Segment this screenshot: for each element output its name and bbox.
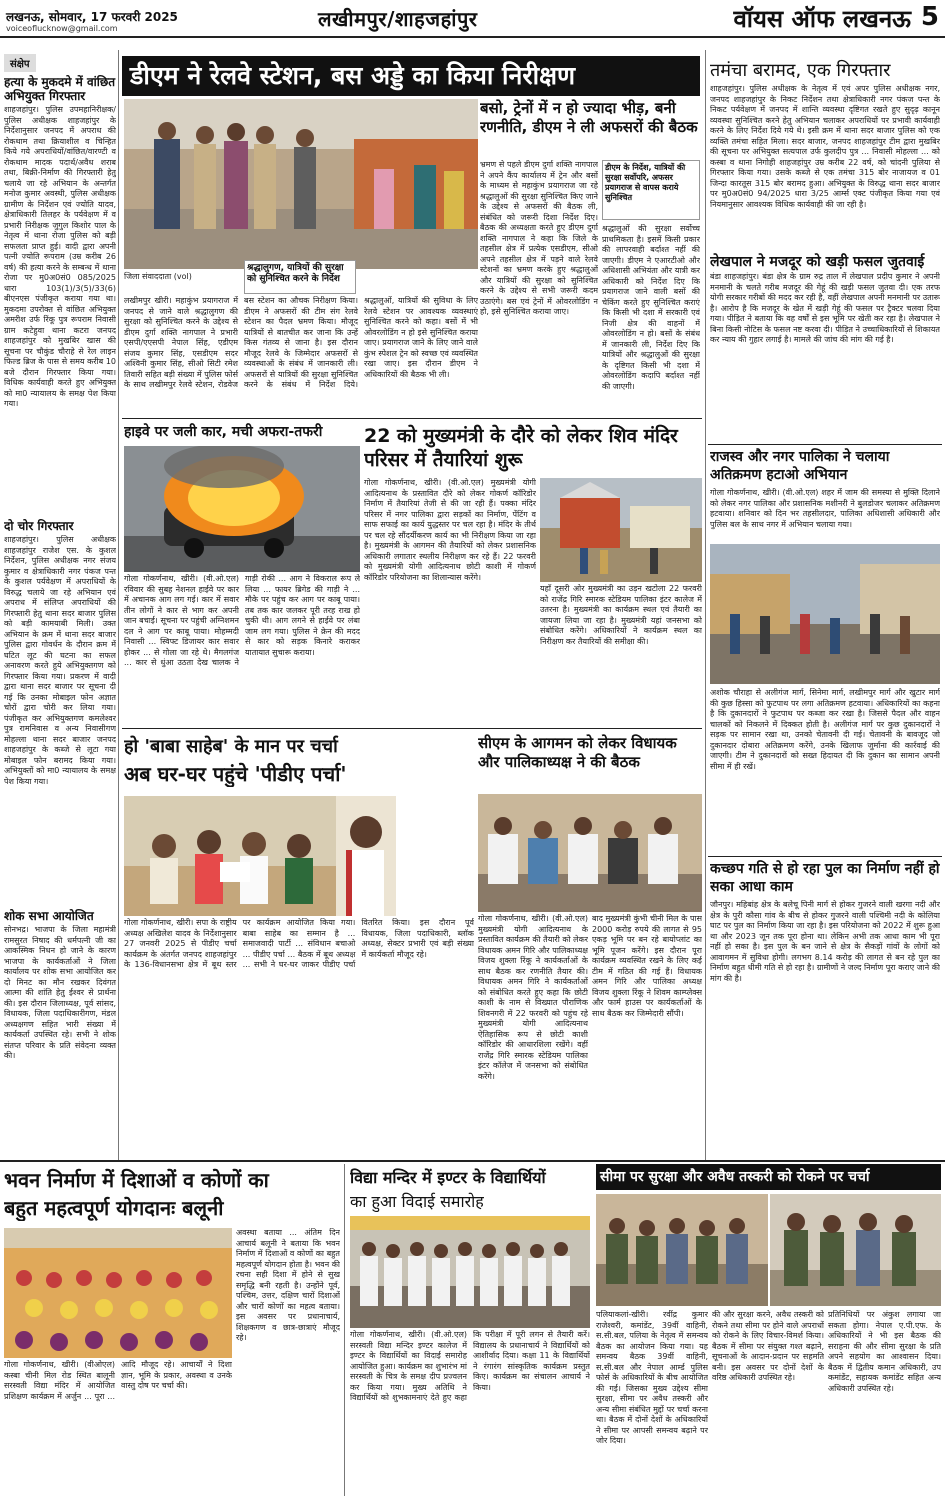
newspaper-brand: वॉयस ऑफ लखनऊ [733,4,911,33]
brief-headline-3: शोक सभा आयोजित [4,909,94,923]
seema-headline: सीमा पर सुरक्षा और अवैध तस्करी को रोकने पर चर्चा [600,1169,870,1185]
lead-headline-box [122,56,700,96]
temple-headline: 22 को मुख्यमंत्री के दौरे को लेकर शिव मंदिर परिसर में तैयारियां शुरू [364,425,678,471]
seema-body-2: की और सुरक्षा करने, अवैध तस्करी को रोकने तथा सीमा पर होने वाले अपराधों को रोकने के लिए विचार-विमर्श किया। बैठक में सीमा पर संयुक्त गश्त बढ़ाने, सूचनाओं के आदान-प्रदान पर सहमति बनी। इस अवसर पर दोनों देशों के वरिष्ठ अधिकारी उपस्थित रहे। [712,1310,824,1382]
lead-body: लखीमपुर खीरी। महाकुंभ प्रयागराज में जनपद से जाने वाले श्रद्धालुगण की सुरक्षा को सुनिश्चित करने के उद्देश्य से डीएम दुर्गा शक्ति नागपाल ने प्रभारी एसपी/एएसपी नेपाल सिंह, एडीएम संजय कुमार सिंह, एसडीएम सदर अश्विनी कुमार सिंह, सीओ सिटी रमेश तिवारी सहित बड़ी संख्या में पुलिस फोर्स के साथ लखीमपुर रेलवे स्टेशन, रोडवेज बस स्टेशन का औचक निरीक्षण किया। डीएम ने अफसरों की टीम संग रेलवे स्टेशन का पैदल भ्रमण किया। मौजूद यात्रियों से बातचीत कर जाना कि उन्हें किस गंतव्य से जाना है। इस दौरान मौजूद रेलवे के जिम्मेदार अफसरों से व्यवस्थाओं के संबंध में जानकारी ली। अफसरों से यात्रियों की सुरक्षा सुनिश्चित करने के संबंध में निर्देश दिये। श्रद्धालुओं, यात्रियों की सुविधा के लिए रेलवे स्टेशन पर आवश्यक व्यवस्थाएं सुनिश्चित करने को कहा। बसों में भी ओवरलोडिंग न हो इसे सुनिश्चित कराया जाए। प्रयागराज जाने के लिए जाने वाले कुंभ स्पेशल ट्रेन को स्वच्छ एवं व्यवस्थित रखा जाए। इस दौरान डीएम ने अधिकारियों की बैठक भी ली। [124,296,478,389]
atikraman-body: गोला गोकर्णनाथ, खीरी। (वी.ओ.एल) शहर में जाम की समस्या से मुक्ति दिलाने को लेकर नगर पालिका और प्रशासनिक मशीनरी ने बुलडोजर चलाकर अतिक्रमण हटवाया। शनिवार को दिन भर तहसीलदार, पालिका अधिशासी अधिकारी और पुलिस बल के साथ नगर में अभियान चलाया गया। [710,488,940,529]
seema-body-3: प्रतिनिधियों पर अंकुश लगाया जा सकता होगा। नेपाल ए.पी.एफ. के अधिकारियों ने भी इस बैठक की सराहना की और सीमा सुरक्षा के प्रति अपने सहयोग का आश्वासन दिया। बैठक में द्वितीय कमान अधिकारी, उप कमांडेंट, सहायक कमांडेंट सहित अन्य अधिकारी उपस्थित रहे। [828,1310,941,1393]
pul-headline: कच्छप गति से हो रहा पुल का निर्माण नहीं हो सका आधा काम [710,861,940,895]
seema-body: पलियाकलां-खीरी। रवींद्र कुमार राजेश्वरी, कमांडेंट, 39वीं वाहिनी, स.सी.बल, पलिया के नेतृत्व में समन्वय बैठक का आयोजन किया गया। यह समन्वय बैठक 39वीं वाहिनी, स.सी.बल और नेपाल आर्म्ड पुलिस फोर्स के अधिकारियों के बीच आयोजित की गई। जिसका मुख्य उद्देश्य सीमा सुरक्षा, सीमा पर अवैध तस्करी और अन्य सीमा संबंधित मुद्दों पर चर्चा करना था। बैठक में दोनों देशों के अधिकारियों ने सीमा पर आपसी समन्वय बढ़ाने पर जोर दिया। [596,1310,708,1445]
lead-photo-caption: श्रद्धालुगण, यात्रियों की सुरक्षा को सुनिश्चित करने के निर्देश [247,263,344,284]
bhavan-headline-2: बहुत महत्वपूर्ण योगदानः बलूनी [4,1196,224,1220]
vidya-photo [350,1216,590,1328]
lekhpal-headline: लेखपाल ने मजदूर को खड़ी फसल जुतवाई [710,254,925,270]
lead-body-3: श्रद्धालुओं की सुरक्षा सर्वोच्च प्राथमिकता है। इसमें किसी प्रकार की लापरवाही बर्दाश्त नहीं की जाएगी। डीएम ने एआरटीओ और अधिशासी अभियंता और यात्री कर अधिकारी को निर्देश दिए कि प्रयागराज जाने वाली बसों की चेकिंग करते हुए सुनिश्चित कराएं कि किसी भी दशा में सरकारी एवं निजी क्षेत्र की वाहनों में ओवरलोडिंग न हो। बसों के संबंध में जानकारी ली, निर्देश दिए कि यात्रियों और श्रद्धालुओं की सुरक्षा के दृष्टिगत किसी भी दशा में ओवरलोडिंग कदापि बर्दाश्त नहीं की जाएगी। [602,224,700,391]
lead-headline: डीएम ने रेलवे स्टेशन, बस अड्डे का किया निरीक्षण [130,61,576,90]
temple-body: गोला गोकर्णनाथ, खीरी। (वी.ओ.एल) मुख्यमंत्री योगी आदित्यनाथ के प्रस्तावित दौरे को लेकर गोकर्ण कॉरिडोर निर्माण में तैयारियां तेजी से की जा रही हैं। पक्का मंदिर परिसर में नगर पालिका द्वारा सड़कों का निर्माण, पेंटिंग व साफ सफाई का कार्य युद्धस्तर पर चल रहा है। मंदिर के तीर्थ पर चल रहे सौंदर्यीकरण कार्य का भी निरीक्षण किया जा रहा है। मुख्यमंत्री के आगमन की तैयारियों को लेकर प्रशासनिक अधिकारी लगातार स्थलीय निरीक्षण कर रहे हैं। 22 फरवरी को मुख्यमंत्री योगी आदित्यनाथ छोटी काशी में गोकर्ण कॉरिडोर परियोजना का शिलान्यास करेंगे। [364,478,536,582]
bhavan-caption: गोला गोकर्णनाथ, खीरी। (वीओएल) कस्बा चीनी मिल रोड स्थित बालूनी सरस्वती विद्या मंदिर में आयोजित प्रशिक्षण कार्यक्रम में अर्जुन ... पूरा ... आदि मौजूद रहे। आचार्यों ने दिशा ज्ञान, भूमि के प्रकार, अवस्था व उनके वास्तु दोष पर चर्चा की। [4,1360,232,1401]
cmmeet-photo [478,794,702,912]
babasaheb-photo [124,796,336,916]
temple-caption: यहाँ दूसरी ओर मुख्यमंत्री का उड़न खटोला 22 फरवरी को राजेंद्र गिरि स्मारक स्टेडियम पालिका इंटर कालेज में उतरना है। मुख्यमंत्री का कार्यक्रम स्थल एवं तैयारी का जायजा लिया जा रहा है। मुख्यमंत्री यहां जनसभा को संबोधित करेंगे। अधिकारियों ने कार्यक्रम स्थल का निरीक्षण कर तैयारियों की समीक्षा की। [540,584,702,646]
briefs-column [4,52,116,1162]
masthead [0,0,945,38]
babasaheb-headline-2: अब घर-घर पहुंचे 'पीडीए पर्चा' [124,762,347,786]
atikraman-photo [710,544,940,684]
lead-subhead [480,99,698,159]
bhavan-photo [4,1228,232,1358]
lead-photo-caption-box [244,260,356,294]
briefs-tag: संक्षेप [4,54,36,72]
cmmeet-body-2: बाद मुख्यमंत्री कुंभी चीनी मिल के पास 2000 करोड़ रुपये की लागत से 95 एकड़ भूमि पर बन रहे बायोप्लांट का भूमि पूजन करेंगे। इस दौरान पूरा कार्यक्रम व्यवस्थित रखने के लिए कई टीम में गठित की गई हैं। विधायक अमन गिरि और पालिका अध्यक्ष विजय शुक्ला रिंकू ने शिवम काम्प्लेक्स और फार्म हाउस पर कार्यकर्ताओं के साथ बैठक कर जिम्मेदारी सौंपी। [592,914,702,1018]
cmmeet-headline: सीएम के आगमन को लेकर विधायक और पालिकाध्यक्ष ने की बैठक [478,734,677,771]
seema-headline-box [596,1164,941,1190]
car-fire-photo [124,446,360,572]
lead-side-kicker [602,160,700,220]
vidya-headline-1: विद्या मन्दिर में इण्टर के विद्यार्थियों [350,1168,546,1187]
brief-body-1: शाहजहांपुर। पुलिस उपमहानिरीक्षक/पुलिस अधीक्षक शाहजहांपुर के निर्देशानुसार जनपद में अपराध की रोकथाम तथा क्रियाशील व चिन्हित किये गये अपराधियों/वांछित/वारण्टी व रोकथाम मादक पदार्थ/अवैध शराब तथा, बिक्री-निर्माण की गिरफ्तारी हेतु चलाये जा रहे अभियान के अन्तर्गत मनोज कुमार अवस्थी, पुलिस अधीक्षक ग्रामीण के निर्देशन एवं ज्योति यादव, क्षेत्राधिकारी तिलहर के पर्यवेक्षण में व प्रभारी निरीक्षक जुगुल किशोर पाल के नेतृत्व में थाना रोजा पुलिस को बड़ी सफलता प्राप्त हुई। वादी द्वारा अपनी पत्नी ज्योति रूपराम (उम्र करीब 26 वर्ष) की हत्या करने के सम्बन्ध में थाना रोजा पर मु0अ0सं0 085/2025 धारा 103(1)/3(5)/33(6) बीएनएस पंजीकृत कराया गया था। मुकदमा उपरोक्त से वांछित अभियुक्त अमरीश उर्फ रिंकू पुत्र रूपराम निवासी ग्राम कटेहुवा थाना कटरा जनपद शाहजहांपुर को मुखबिर खास की सूचना पर चौकुंड चौराहे से रेल लाइन फिल्ड ब्रिज के पास से समय करीब 10 बजे दौरान गिरफ्तार किया गया। विधिक कार्यवाही करते हुए अभियुक्त को मा0 न्यायालय के समक्ष पेश किया गया। [4,105,116,408]
vidya-headline-2: का हुआ विदाई समारोह [350,1192,484,1211]
tamancha-headline: तमंचा बरामद, एक गिरफ्तार [710,60,891,81]
politician-portrait [336,796,396,916]
brief-headline-2: दो चोर गिरफ्तार [4,519,74,533]
brief-headline-1: हत्या के मुकदमे में वांछित अभियुक्त गिरफ्तार [4,75,116,103]
lead-side-kicker-text: डीएम के निर्देश, यात्रियों की सुरक्षा सर्वोपरि, अफसर प्रयागराज से वापस कराये सुनिश्चित [605,163,686,202]
atikraman-headline: राजस्व और नगर पालिका ने चलाया अतिक्रमण हटाओ अभियान [710,449,890,483]
temple-photo [540,478,702,582]
bhavan-headline-1: भवन निर्माण में दिशाओं व कोणों का [4,1168,269,1192]
tamancha-body: शाहजहांपुर। पुलिस अधीक्षक के नेतृत्व में एवं अपर पुलिस अधीक्षक नगर, जनपद शाहजहांपुर के निकट निर्देशन तथा क्षेत्राधिकारी नगर पंकज पन्त के निकट पर्यवेक्षण में जनपद में शान्ति व्यवस्था दृष्टिगत रखते हुए सुदृढ़ कानून व्यवस्था सुनिश्चित करने हेतु अभियान चलाकर अपराधियों पर प्रभावी कार्यवाही करने के लिए निर्देश दिये गये थे। इसी क्रम में थाना सदर बाजार पुलिस को एक व्यक्ति तमंचा सहित मिला। सदर बाजार, जनपद शाहजहांपुर टीम द्वारा मुखबिर की सूचना पर अभियुक्त सत्यपाल उर्फ कुलदीप पुत्र ... निवासी मोहल्ला ... को कस्बा व थाना निगोही शाहजहांपुर उम्र करीब 22 वर्ष, को चांदनी पुलिया से गिरफ्तार किया गया। उसके कब्जे से एक तमंचा 315 बोर नाजायज व 01 जिन्दा कारतूस 315 बोर बरामद हुआ। अभियुक्त के विरुद्ध थाना सदर बाजार पर मु0अ0सं0 94/2025 धारा 3/25 आर्म्स एक्ट पंजीकृत किया गया एवं नियमानुसार आवश्यक विधिक कार्यवाही की जा रही है। [710,84,940,209]
seema-photo-1 [596,1194,768,1306]
cmmeet-body: गोला गोकर्णनाथ, खीरी। (वी.ओ.एल) मुख्यमंत्री योगी आदित्यनाथ के प्रस्तावित कार्यक्रम की तैयारी को लेकर विधायक अमन गिरि और पालिकाध्यक्ष विजय शुक्ला रिंकू ने कार्यकर्ताओं के साथ बैठक कर रणनीति तैयार की। विधायक अमन गिरि ने कार्यकर्ताओं को संबोधित करते हुए कहा कि छोटी काशी के नाम से विख्यात पौराणिक शिवनगरी में 22 फरवरी को पहुंच रहे मुख्यमंत्री योगी आदित्यनाथ ऐतिहासिक रूप से छोटी काशी कॉरिडोर की आधारशिला रखेंगे। वहीं राजेंद्र गिरि स्मारक स्टेडियम पालिका इंटर कॉलेज में जनसभा को संबोधित करेंगे। [478,914,588,1081]
babasaheb-headline-1: हो 'बाबा साहेब' के मान पर चर्चा [124,736,338,757]
babasaheb-body: गोला गोकर्णनाथ, खीरी। सपा के राष्ट्रीय अध्यक्ष अखिलेश यादव के निर्देशानुसार 27 जनवरी 2025 से पीडीए चर्चा कार्यक्रम के अंतर्गत जनपद शाहजहांपुर के 136-विधानसभा क्षेत्र में बूथ स्तर पर कार्यक्रम आयोजित किया गया। बाबा साहेब का सम्मान है ... समाजवादी पार्टी ... संविधान बचाओ ... पीडीए पर्चा ... बैठक में बूथ अध्यक्ष ... सभी ने घर-घर जाकर पीडीए पर्चा वितरित किया। इस दौरान पूर्व विधायक, जिला पदाधिकारी, ब्लॉक अध्यक्ष, सेक्टर प्रभारी एवं बड़ी संख्या में कार्यकर्ता मौजूद रहे। [124,918,474,969]
lead-photo-credit: जिला संवाददाता (vol) [124,272,192,281]
car-body: गोला गोकर्णनाथ, खीरी। (वी.ओ.एल) रविवार की सुबह नेशनल हाईवे पर कार में अचानक आग लग गई। कार में सवार तीन लोगों ने कार से भाग कर अपनी जान बचाई। सूचना पर पहुंची अग्निशमन दल ने आग पर काबू पाया। मोहम्मदी निवासी ... स्विफ्ट डिजायर कार सवार होकर ... से गोला जा रहे थे। मैगलगंज ... कार से धुंआ उठता देख चालक ने गाड़ी रोकी ... आग ने विकराल रूप ले लिया ... फायर ब्रिगेड की गाड़ी ने ... मौके पर पहुंच कर आग पर काबू पाया। तब तक कार जलकर पूरी तरह राख हो चुकी थी। आग लगने से हाईवे पर लंबा जाम लग गया। पुलिस ने क्रेन की मदद से कार को सड़क किनारे कराकर यातायात सुचारू कराया। [124,574,360,667]
brief-body-3: सोनभद्र। भाजपा के जिला महामंत्री रामसुरत निषाद की धर्मपत्नी जी का आकस्मिक निधन हो जाने के कारण भाजपा के कार्यकर्ताओं ने जिला कार्यालय पर शोक सभा आयोजित कर दो मिनट का मौन रखकर दिवंगत आत्मा की शांति हेतु ईश्वर से प्रार्थना की। इस दौरान जिलाध्यक्ष, पूर्व सांसद, विधायक, जिला पदाधिकारीगण, मंडल अध्यक्षगण सहित भारी संख्या में कार्यकर्ता उपस्थित रहे। सभी ने शोक संतप्त परिवार के प्रति संवेदना व्यक्त की। [4,925,116,1060]
lead-subhead-text: बसो, ट्रेनों में न हो ज्यादा भीड़, बनी रणनीति, डीएम ने ली अफसरों की बैठक [480,99,698,136]
issue-date: लखनऊ, सोमवार, 17 फरवरी 2025 [6,10,178,24]
lead-photo [124,99,478,269]
brief-body-2: शाहजहांपुर। पुलिस अधीक्षक शाहजहांपुर राजेश एस. के कुशल निर्देशन, पुलिस अधीक्षक नगर संजय कुमार व क्षेत्राधिकारी नगर पंकज पन्त के कुशल पर्यवेक्षण में अपराधियों के विरुद्ध चलाये जा रहे अभियान एवं अपराध में संलिप्त अपराधियों की गिरफ्तारी हेतु थाना सदर बाजार पुलिस को बड़ी कामयाबी मिली। उक्त अभियान के क्रम में थाना सदर बाजार पुलिस द्वारा गोवर्धन के दौरान क्रम में घटित लूट की घटना का सफल अनावरण करते हुये अभियुक्तगण को गिरफ्तार किया गया। प्रकरण में वादी द्वारा थाना सदर बाजार पर सूचना दी गई कि उनका मोबाइल फोन अज्ञात चोरों द्वारा चोरी कर लिया गया। पंजीकृत कर अभियुक्तगण कमलेश्वर पुत्र रामनिवास व अन्य निवासीगण मोहल्ला थाना सदर बाजार जनपद शाहजहांपुर के कब्जे से लूटा गया मोबाइल फोन बरामद किया गया। अभियुक्तों को मा0 न्यायालय के समक्ष पेश किया गया। [4,535,116,786]
pul-body: जौनपुर। महिबांह क्षेत्र के बलेचू पिनी मार्ग से होकर गुजरने वाली खरगा नदी और क्षेत्र के पुरी कौसा गांव के बीच से होकर गुजरने वाली पश्चिमी नदी के कोलिया घाट पर पुल का निर्माण किया जा रहा है। इस परियोजना को 2022 में शुरू हुआ था और 2023 जून तक पूरा होना था। लेकिन अभी तक आधा काम भी पूरा नहीं हो सका है। इस पुल के बन जाने से क्षेत्र के सैकड़ों गांवों के लोगों को आवागमन में सुविधा होगी। लगभग 8.14 करोड़ की लागत से बन रहे पुल का निर्माण बहुत धीमी गति से हो रहा है। ग्रामीणों ने जल्द निर्माण पूरा कराए जाने की मांग की है। [710,900,940,983]
atikraman-body-2: अशोक चौराहा से अलीगंज मार्ग, सिनेमा मार्ग, लखीमपुर मार्ग और खुटार मार्ग की कुछ हिस्सा को फुटपाथ पर लगा अतिक्रमण हटवाया। अधिकारियों का कहना है कि दुकानदारों ने फुटपाथ पर कब्जा कर रखा है। जिससे पैदल और वाहन चालकों को निकलने में दिक्कत होती है। अलीगंज मार्ग पर कुछ दुकानदारों ने सड़क पर सामान रखा था, उनको चेतावनी दी गई। चेतावनी के बावजूद जो दुकानदार दोबारा अतिक्रमण करेंगे, उनके खिलाफ जुर्माना की कार्रवाई की जाएगी। टीम ने दुकानदारों को सख्त हिदायत दी कि दुकान का सामान अपनी सीमा में ही रखें। [710,688,940,771]
email[interactable]: voiceoflucknow@gmail.com [6,24,118,33]
seema-photo-2 [770,1194,941,1306]
vidya-body: गोला गोकर्णनाथ, खीरी। (वी.ओ.एल) सरस्वती विद्या मन्दिर इण्टर कालेज में इण्टर के विद्यार्थियों का विदाई समारोह आयोजित हुआ। कार्यक्रम का शुभारंभ मां सरस्वती के चित्र के समक्ष दीप प्रज्वलन कर किया गया। मुख्य अतिथि ने विद्यार्थियों को शुभकामनाएं देते हुए कहा कि परीक्षा में पूरी लगन से तैयारी करें। विद्यालय के प्रधानाचार्य ने विद्यार्थियों को आशीर्वाद दिया। कक्षा 11 के विद्यार्थियों ने रंगारंग सांस्कृतिक कार्यक्रम प्रस्तुत किए। कार्यक्रम का संचालन आचार्य ने किया। [350,1330,590,1402]
car-headline: हाइवे पर जली कार, मची अफरा-तफरी [124,424,323,440]
lekhpal-body: बंडा शाहजहांपुर। बंडा क्षेत्र के ग्राम रुद्र ताल में लेखपाल प्रदीप कुमार ने अपनी मनमानी के चलते गरीब मजदूर की गेहूं की खड़ी फसल जुतवा दी। एक तरफ योगी सरकार गरीबों की मदद कर रही है, वहीं लेखपाल अपनी मनमानी पर उतारू है। आरोप है कि मजदूर के खेत में खड़ी गेहूं की फसल पर ट्रैक्टर चलवा दिया गया। पीड़ित ने बताया कि वह वर्षों से इस भूमि पर खेती कर रहा है। लेखपाल ने बिना किसी नोटिस के फसल नष्ट करवा दी। पीड़ित ने उच्चाधिकारियों से शिकायत कर न्याय की गुहार लगाई है। मामले की जांच की मांग की गई है। [710,272,940,344]
lead-body-2: भ्रमण से पहले डीएम दुर्गा शक्ति नागपाल ने अपने कैंप कार्यालय में ट्रेन और बसों के माध्यम से महाकुंभ प्रयागराज जा रहे श्रद्धालुओं की सुरक्षा सुनिश्चित किए जाने के उद्देश्य से अफसरों की बैठक ली, संबंधित को जरूरी दिशा निर्देश दिए। बैठक की अध्यक्षता करते हुए डीएम दुर्गा शक्ति नागपाल ने कहा कि जिले के तहसील क्षेत्र में प्रत्येक एसडीएम, सीओ अपने तहसील क्षेत्र में पड़ने वाले रेलवे स्टेशनों का भ्रमण करके हुए श्रद्धालुओं और यात्रियों की सुरक्षा को सुनिश्चित करने के उद्देश्य से सभी जरूरी कदम उठाएंगे। बस एवं ट्रेनों में ओवरलोडिंग न हो, इसे सुनिश्चित कराया जाए। [480,160,598,316]
section-title: लखीमपुर/शाहजहांपुर [318,7,478,31]
page-number: 5 [920,2,939,32]
bhavan-body: अवस्था बताया ... अंतिम दिन आचार्य बलूनी ने बताया कि भवन निर्माण में दिशाओं व कोणों का बहुत महत्वपूर्ण योगदान होता है। भवन की रचना सही दिशा में होने से सुख समृद्धि बनी रहती है। उन्होंने पूर्व, पश्चिम, उत्तर, दक्षिण चारों दिशाओं और चारों कोणों का महत्व बताया। इस अवसर पर प्रधानाचार्य, शिक्षकगण व छात्र-छात्राएं मौजूद रहे। [236,1228,340,1342]
